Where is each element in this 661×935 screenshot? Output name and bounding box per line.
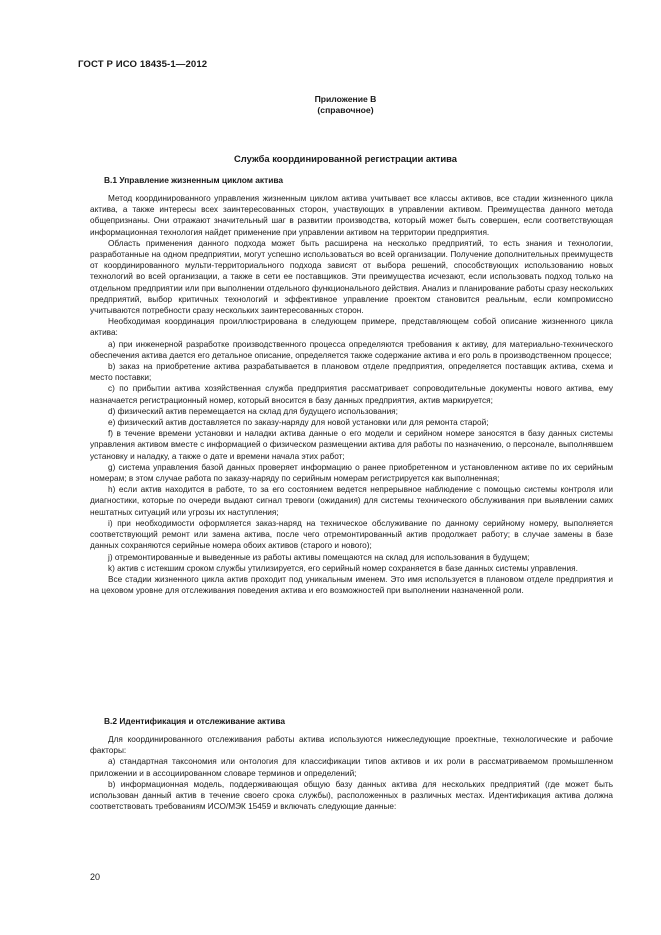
section-identification-tracking — [90, 716, 613, 812]
list-item-k: k) актив с истекшим сроком службы утилизируется, его серийный номер сохраняется в базе данных системы управления. — [108, 563, 578, 573]
list-item-j: j) отремонтированные и выведенные из работы активы помещаются на склад для использования в будущем; — [108, 552, 530, 562]
list-item-f: f) в течение времени установки и наладки актива данные о его модели и серийном номере заносятся в базу данных системы управления активом вместе с информацией о физическом размещении актива для работы по назначению, о персонале, выполнявшем установку и наладку, а также о дате и времени начала этих работ; — [90, 429, 613, 461]
appendix-main-title: Служба координированной регистрации актива — [234, 153, 457, 164]
section-lifecycle-management — [90, 175, 613, 596]
section-heading: В.2 Идентификация и отслеживание актива — [104, 716, 286, 726]
paragraph: Необходимая координация проиллюстрирована в следующем примере, представляющем собой описание жизненного цикла актива: — [90, 317, 613, 338]
list-item-b: b) заказ на приобретение актива разрабатывается в плановом отделе предприятия, определяется поставщик актива, схема и место поставки; — [90, 362, 613, 383]
appendix-title: Приложение В — [314, 94, 377, 104]
list-item-a: a) при инженерной разработке производственного процесса определяются требования к активу, для материально-технического обеспечения актива дается его детальное описание, определяется также содержание актива и его роль в производственном процессе; — [90, 339, 613, 360]
paragraph: Метод координированного управления жизненным циклом актива учитывает все классы активов, все стадии жизненного цикла актива, а также интересы всех заинтересованных сторон, участвующих в управлении активом. Преимущества данного метода общепризнаны. Они отражают значительный шаг в развитии производства, который может быть совершен, если соответствующая информационная технология найдет применение при управлении активом на территории предприятия. — [90, 194, 613, 237]
list-item-b: b) информационная модель, поддерживающая общую базу данных актива для нескольких предприятий (где может быть использован данный актив в течение своего срока службы), расположенных в различных местах. Идентификация актива должна соответствовать требованиям ИСО/МЭК 15459 и включать следующие данные: — [90, 779, 613, 812]
document-code: ГОСТ Р ИСО 18435-1—2012 — [78, 59, 208, 70]
list-item-i: i) при необходимости оформляется заказ-наряд на техническое обслуживание по данному серийному номеру, выполняется соответствующий ремонт или замена актива, после чего отремонтированный актив продолжает работу; в случае замены в базе данных сохраняются серийные номера обоих активов (старого и нового); — [90, 518, 613, 551]
appendix-note: (справочное) — [317, 105, 374, 115]
paragraph: Область применения данного подхода может быть расширена на несколько предприятий, то есть знания и технологии, разработанные на одном предприятии, могут успешно использоваться во всей организации. Получение дополнительных преимуществ от координированного мульти-территориального подхода зависят от выбора решений, способствующих использованию новых технологий во всей организации, а также в сети ее поставщиков. Эти преимущества исчезают, если использовать подход только на отдельном предприятии или при выполнении отдельного функционального действия. Анализ и планирование работы сразу нескольких предприятий, выбор критичных технологий и эффективное управление проектом становится реальным, если компромиссно учитываются потребности сразу нескольких заинтересованных сторон. — [90, 238, 613, 316]
list-item-h: h) если актив находится в работе, то за его состоянием ведется непрерывное наблюдение с помощью системы контроля или диагностики, которые по очереди выдают сигнал тревоги (ожидания) для системы технического обслуживания при выявлении самих нештатных ситуаций или угрозы их наступления; — [90, 485, 613, 517]
list-item-g: g) система управления базой данных проверяет информацию о ранее приобретенном и установленном активе по их серийным номерам; в этом случае работа по заказу-наряду по серийным номерам регистрируется как выполненная; — [90, 462, 613, 484]
paragraph: Все стадии жизненного цикла актив проходит под уникальным именем. Это имя используется в плановом отделе предприятия и на цеховом уровне для отслеживания поведения актива и его возможностей при выполнении назначенной роли. — [90, 574, 613, 596]
list-item-d: d) физический актив перемещается на склад для будущего использования; — [108, 406, 398, 416]
list-item-e: e) физический актив доставляется по заказу-наряду для новой установки или для ремонта старой; — [108, 418, 489, 428]
paragraph: Для координированного отслеживания работы актива используются нижеследующие проектные, технологические и рабочие факторы: — [90, 735, 613, 756]
list-item-c: c) по прибытии актива хозяйственная служба предприятия рассматривает сопроводительные документы нового актива, ему назначается регистрационный номер, который вносится в базу данных предприятия, актив маркируется; — [90, 384, 613, 405]
section-heading: В.1 Управление жизненным циклом актива — [104, 175, 284, 185]
page-number: 20 — [90, 872, 101, 882]
list-item-a: a) стандартная таксономия или онтология для классификации типов активов и их роли в рассматриваемом промышленном приложении и в ассоциированном словаре терминов и определений; — [90, 757, 613, 778]
